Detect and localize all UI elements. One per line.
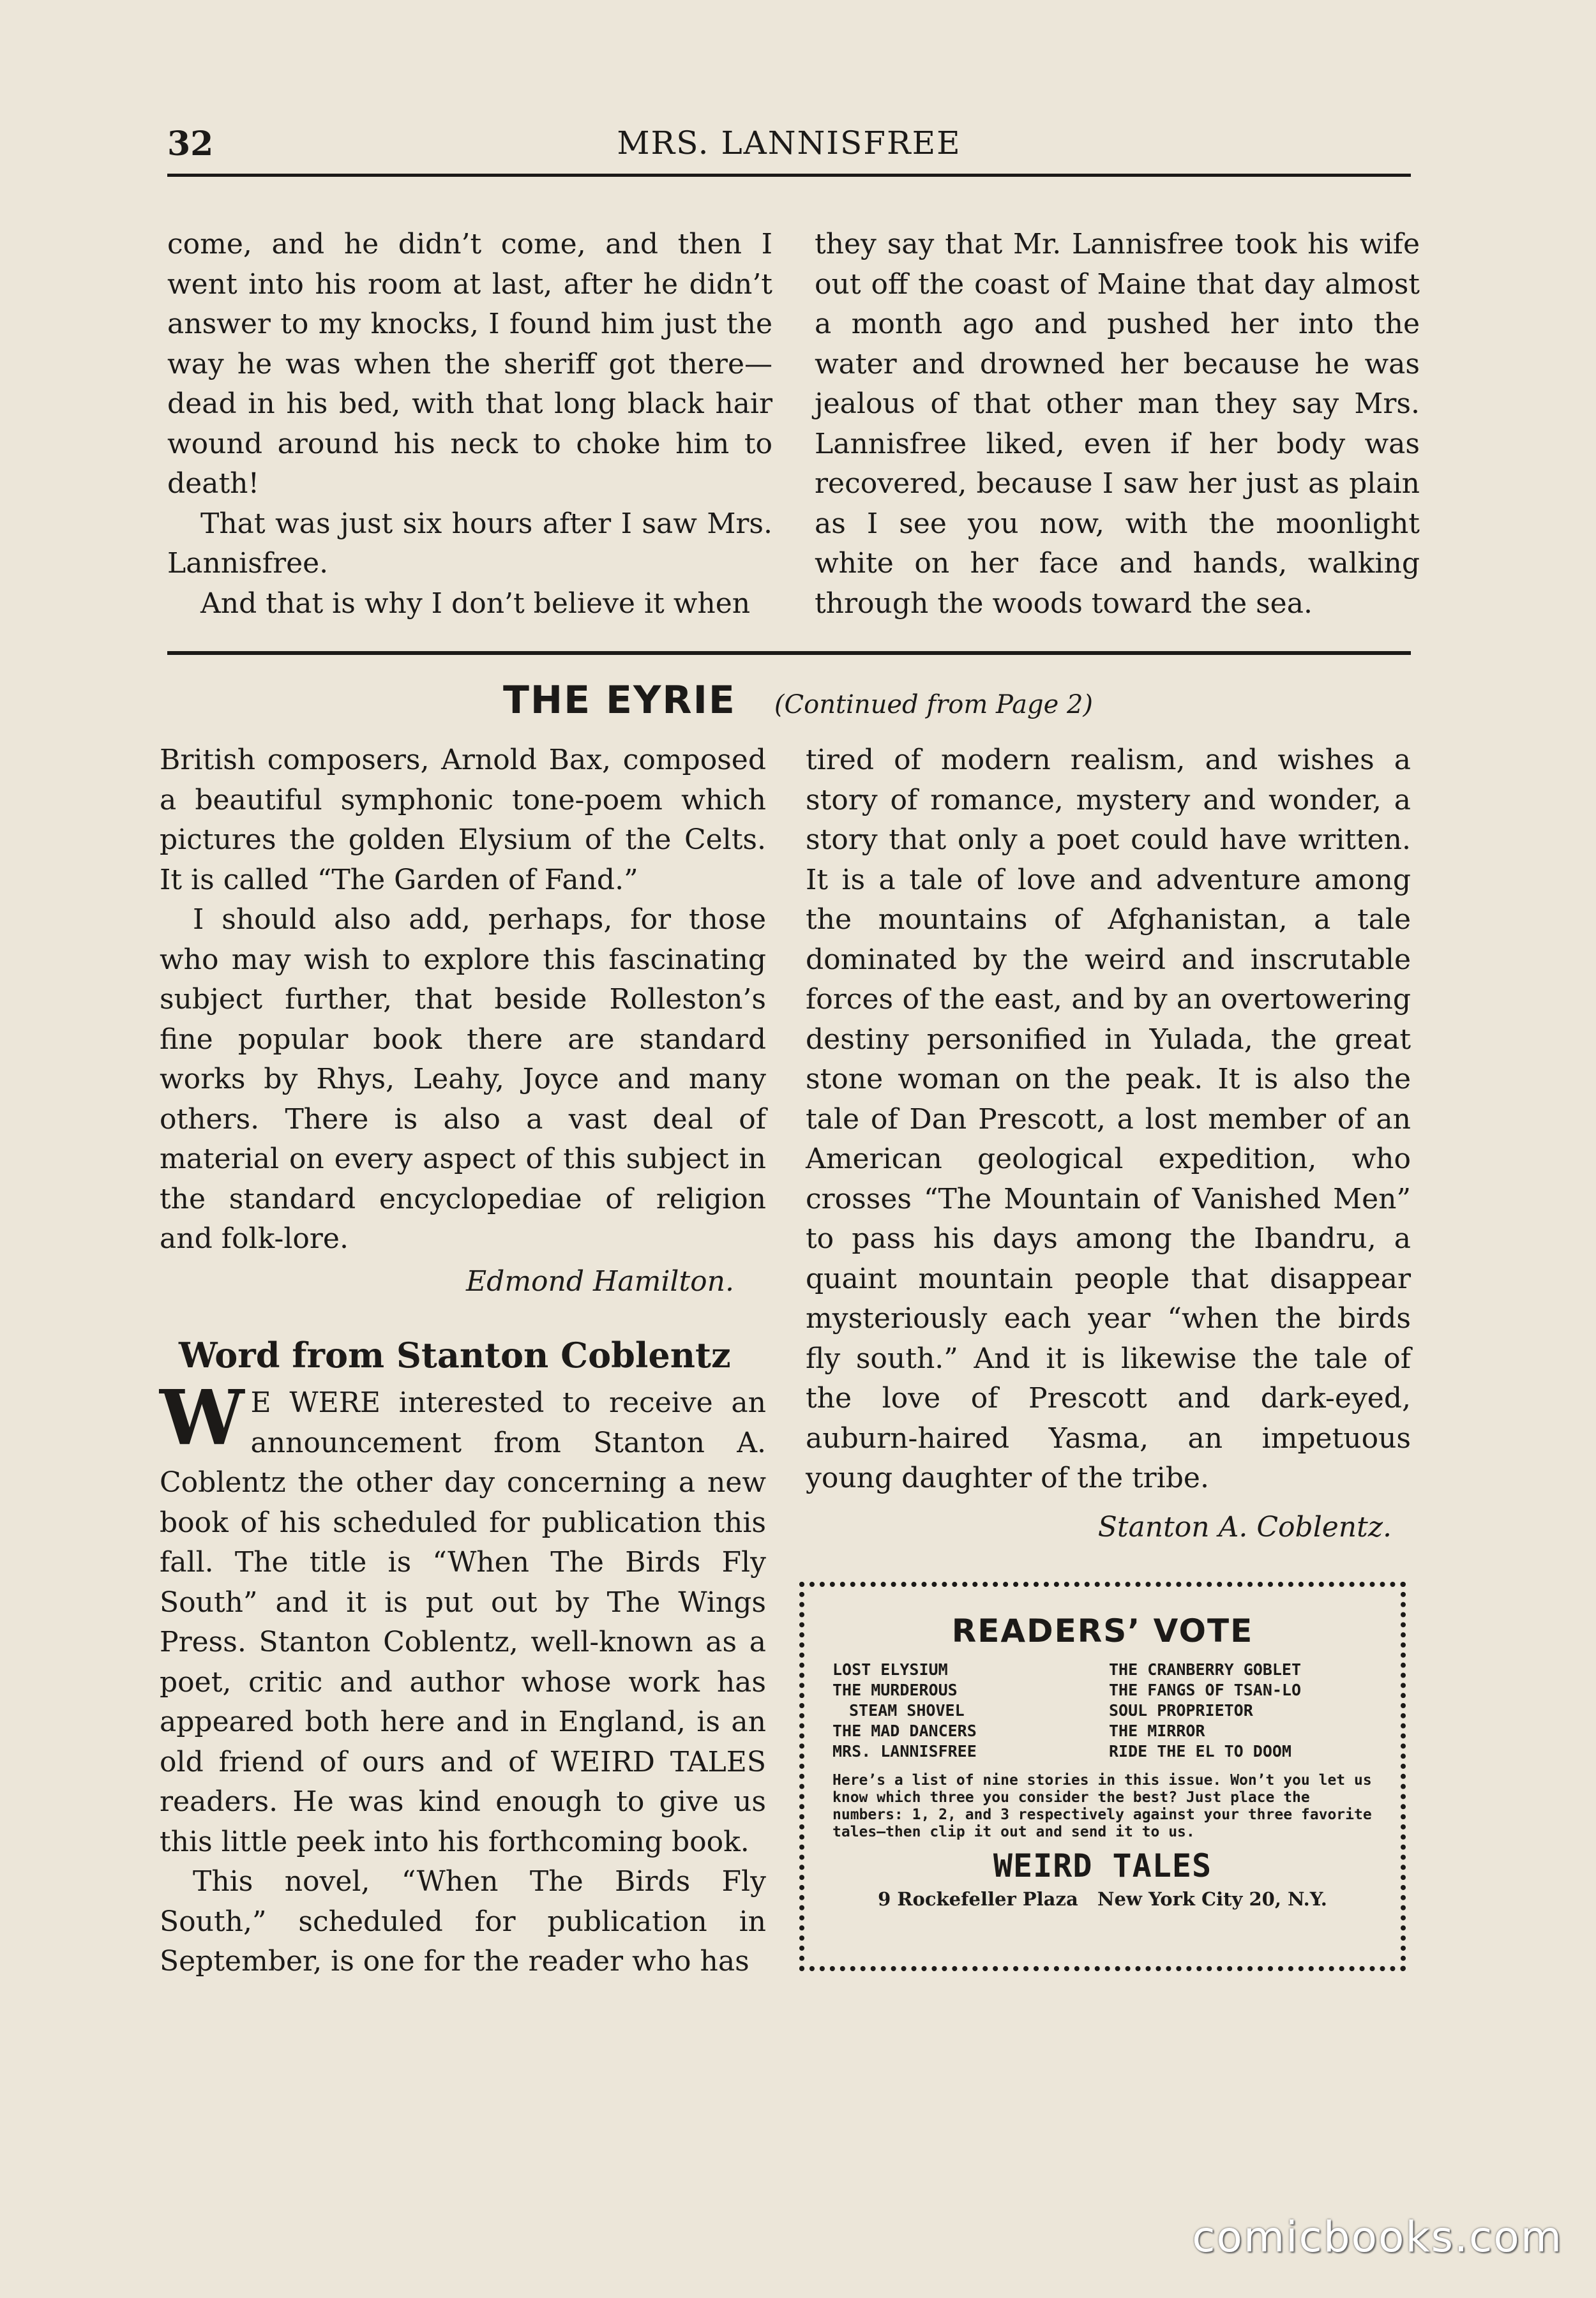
eyrie-left-column bbox=[160, 740, 766, 1982]
running-title: MRS. LANNISFREE bbox=[617, 124, 961, 161]
magazine-name: WEIRD TALES bbox=[993, 1847, 1212, 1884]
vote-story-item: THE MIRROR bbox=[1109, 1722, 1205, 1740]
header-rule bbox=[167, 174, 1411, 177]
readers-vote-title: READERS’ VOTE bbox=[951, 1612, 1254, 1649]
eyrie-paragraph: I should also add, perhaps, for those who may wish to explore this fascinating subject further, that beside Rolleston’s fine popular book there are standard works by Rhys, Leahy, Joyce and many others. There is also a vast deal of material on every aspect of this subject in the standard encyclopediae of religion and folk-lore. bbox=[160, 903, 766, 1255]
eyrie-continued-note: (Continued from Page 2) bbox=[774, 690, 1094, 719]
story-paragraph: come, and he didn’t come, and then I went into his room at last, after he didn’t answer to my knocks, I found him just the way he was when the sheriff got there—dead in his bed, with that long black hair wound around his neck to choke him to death! bbox=[167, 228, 772, 500]
page-number: 32 bbox=[167, 124, 214, 163]
story-left-column bbox=[167, 225, 772, 624]
coblentz-paragraph: This novel, “When The Birds Fly South,” scheduled for publication in September, is one for the reader who has bbox=[160, 1865, 766, 1978]
drop-cap: W bbox=[160, 1373, 245, 1462]
signature-coblentz: Stanton A. Coblentz. bbox=[1097, 1510, 1392, 1543]
vote-story-list bbox=[832, 1660, 1373, 1762]
signature-hamilton: Edmond Hamilton. bbox=[466, 1265, 734, 1298]
story-right-column bbox=[815, 225, 1420, 624]
eyrie-paragraph: British composers, Arnold Bax, composed a beautiful symphonic tone-poem which pictures the golden Elysium of the Celts. It is called “The Garden of Fand.” bbox=[160, 744, 766, 896]
site-watermark: comicbooks.com bbox=[1192, 2212, 1563, 2262]
story-paragraph: And that is why I don’t believe it when bbox=[200, 587, 751, 620]
vote-story-item: THE MAD DANCERS bbox=[832, 1722, 977, 1740]
story-paragraph: they say that Mr. Lannisfree took his wife out off the coast of Maine that day almost a month ago and pushed her into the water and drowned her because he was jealous of that other man they say Mrs. Lannisfree liked, even if her body was recovered, because I saw her just as plain as I see you now, with the moonlight white on her face and hands, walking through the woods toward the sea. bbox=[815, 228, 1420, 620]
magazine-address: 9 Rockefeller Plaza New York City 20, N.Y. bbox=[878, 1888, 1327, 1910]
coblentz-subhead: Word from Stanton Coblentz bbox=[179, 1335, 731, 1376]
eyrie-title: THE EYRIE bbox=[502, 678, 736, 723]
vote-story-item: THE FANGS OF TSAN-LO bbox=[1109, 1681, 1302, 1699]
coblentz-paragraph: W E WERE interested to receive an announcement from Stanton A. Coblentz the other day concerning a new book of his scheduled for publication this fall. The title is “When The Birds Fly South” and it is put out by The Wings Press. Stanton Coblentz, well-known as a poet, critic and author whose work has appeared both here and in England, is an old friend of ours and of WEIRD TALES readers. He was kind enough to give us this little peek into his forthcoming book. bbox=[160, 1373, 766, 1858]
vote-story-item: LOST ELYSIUM bbox=[832, 1660, 948, 1679]
story-paragraph: That was just six hours after I saw Mrs. Lannisfree. bbox=[167, 507, 772, 580]
eyrie-right-column bbox=[806, 740, 1411, 1547]
vote-story-item: MRS. LANNISFREE bbox=[832, 1742, 977, 1761]
vote-story-item: RIDE THE EL TO DOOM bbox=[1109, 1742, 1291, 1761]
vote-story-item: THE MURDEROUS bbox=[832, 1681, 958, 1699]
vote-instructions: Here’s a list of nine stories in this issue. Won’t you let us know which three you consider the best? Just place the numbers: 1, 2, and 3 respectively against your three favorite tales—then clip it out and send it to us. bbox=[832, 1772, 1372, 1840]
vote-story-item: THE CRANBERRY GOBLET bbox=[1109, 1660, 1302, 1679]
section-rule bbox=[167, 651, 1411, 655]
readers-vote-box bbox=[799, 1582, 1406, 1971]
page-header bbox=[167, 124, 1411, 178]
eyrie-heading bbox=[0, 678, 1596, 723]
vote-story-item: SOUL PROPRIETOR bbox=[1109, 1701, 1253, 1720]
eyrie-paragraph: tired of modern realism, and wishes a story of romance, mystery and wonder, a story that only a poet could have written. It is a tale of love and adventure among the mountains of Afghanistan, a tale dominated by the weird and inscrutable forces of the east, and by an overtowering destiny personified in Yulada, the great stone woman on the peak. It is also the tale of Dan Prescott, a lost member of an American geological expedition, who crosses “The Mountain of Vanished Men” to pass his days among the Ibandru, a quaint mountain people that disappear mysteriously each year “when the birds fly south.” And it is likewise the tale of the love of Prescott and dark-eyed, auburn-haired Yasma, an impetuous young daughter of the tribe. bbox=[806, 744, 1411, 1494]
vote-story-item: STEAM SHOVEL bbox=[849, 1701, 965, 1720]
